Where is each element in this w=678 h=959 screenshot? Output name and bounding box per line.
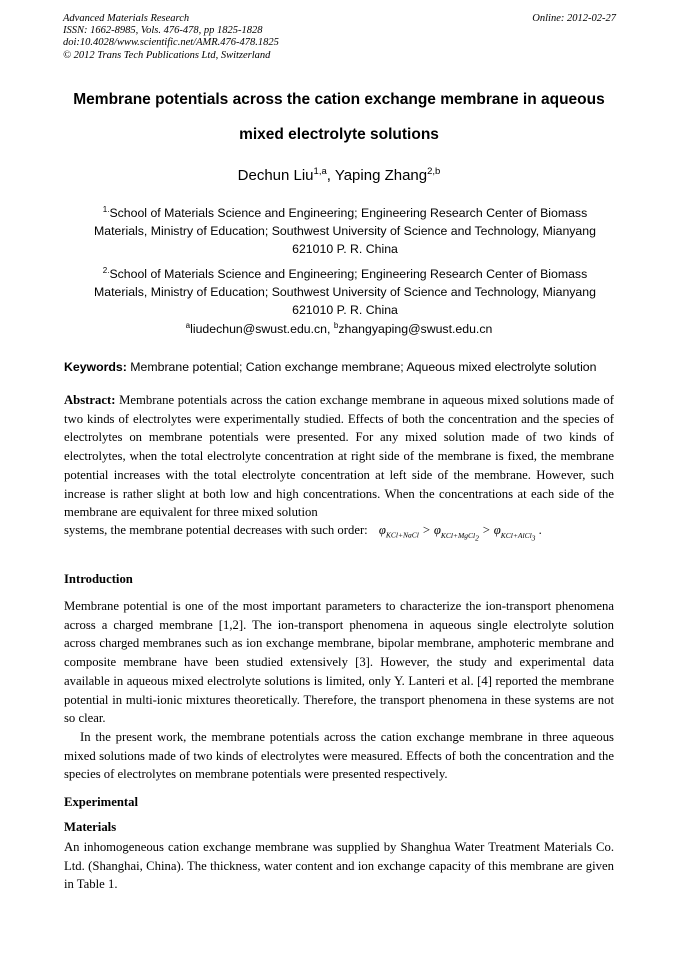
greater-than: > xyxy=(418,523,434,537)
email-sup: a xyxy=(185,321,191,330)
section-heading-experimental: Experimental xyxy=(64,795,139,809)
formula-intro: systems, the membrane potential decreases with such order: xyxy=(64,523,368,537)
author-list xyxy=(0,166,678,184)
materials-paragraph: An inhomogeneous cation exchange membrane was supplied by Shanghua Water Treatment Materials Co. Ltd. (Shanghai, China). The thickness, water content and ion exchange capacity of this membrane are given in Table 1. xyxy=(64,840,614,892)
introduction-paragraph-1: Membrane potential is one of the most important parameters to characterize the ion-transport phenomena across a charged membrane [1,2]. The ion-transport phenomena in aqueous single electrolyte solution across charged membranes such as ion exchange membrane, bipolar membrane, amphoteric membrane and composite membrane have been studied extensively [3]. However, the study and experimental data available in aqueous mixed electrolyte solutions is limited, only Y. Lanteri et al. [4] reported the membrane potential in multi-ionic mixtures theoretically. Therefore, the transport phenomena in these systems are not so clear. xyxy=(64,599,614,726)
formula-subscript xyxy=(440,530,479,543)
journal-doi: doi:10.4028/www.scientific.net/AMR.476-478.1825 xyxy=(63,37,279,49)
introduction-body xyxy=(64,597,614,784)
formula-end: . xyxy=(535,523,542,537)
formula-subscript-num: 2 xyxy=(475,533,479,543)
journal-header xyxy=(63,13,616,62)
email-sup: b xyxy=(333,321,339,330)
greater-than: > xyxy=(478,523,494,537)
journal-issn: ISSN: 1662-8985, Vols. 476-478, pp 1825-1828 xyxy=(63,25,263,37)
affiliation-sup: 1. xyxy=(102,205,110,214)
email-separator: , xyxy=(327,322,334,336)
affiliation-text: School of Materials Science and Engineering; Engineering Research Center of Biomass Materials, Ministry of Education; Southwest University of Science and Technology, Mianyang 621010 P. R. China xyxy=(94,206,596,256)
email-link[interactable]: zhangyaping@swust.edu.cn xyxy=(338,322,493,336)
phi-symbol: φ xyxy=(493,523,501,537)
abstract-formula-line xyxy=(64,523,614,542)
abstract-text: Membrane potentials across the cation exchange membrane in aqueous mixed solutions made of two kinds of electrolytes were experimentally studied. Effects of both the concentration and the species of electrolytes on membrane potentials were presented. For any mixed solution made of two kinds of electrolytes, when the total electrolyte concentration at right side of the membrane is fixed, the membrane potential increases with the total electrolyte concentration at left side of the membrane. However, such increase is rather slight at both low and high concentrations. When the concentrations at each side of the membrane are equivalent for three mixed solution xyxy=(64,393,614,520)
phi-symbol: φ xyxy=(378,523,386,537)
abstract-label: Abstract: xyxy=(64,393,116,407)
abstract xyxy=(64,391,614,522)
email-link[interactable]: liudechun@swust.edu.cn xyxy=(190,322,328,336)
formula-subscript-text: KCl+AlCl xyxy=(500,530,532,540)
author-affil-sup: 1,a xyxy=(313,166,327,177)
section-heading-introduction: Introduction xyxy=(64,572,133,586)
author-name: Yaping Zhang xyxy=(334,167,428,184)
paper-title-line-2: mixed electrolyte solutions xyxy=(239,126,439,143)
introduction-paragraph-2: In the present work, the membrane potentials across the cation exchange membrane in three aqueous mixed solutions made of two kinds of electrolytes were measured. Effects of both the concentration and the species of electrolytes on membrane potentials were presented respectively. xyxy=(64,729,614,782)
author-emails xyxy=(0,321,678,336)
potential-order-formula xyxy=(378,523,536,543)
online-date: Online: 2012-02-27 xyxy=(532,13,616,24)
keywords xyxy=(64,360,624,374)
author-affil-sup: 2,b xyxy=(427,166,441,177)
phi-symbol: φ xyxy=(433,523,441,537)
affiliation-2 xyxy=(85,262,605,319)
formula-subscript-text: KCl+MgCl xyxy=(440,530,476,540)
affiliation-text: School of Materials Science and Engineering; Engineering Research Center of Biomass Materials, Ministry of Education; Southwest University of Science and Technology, Mianyang 621010 P. R. China xyxy=(94,267,596,317)
keywords-label: Keywords: xyxy=(64,360,127,374)
keywords-text: Membrane potential; Cation exchange membrane; Aqueous mixed electrolyte solution xyxy=(126,360,597,374)
author-separator: , xyxy=(326,167,335,184)
formula-subscript xyxy=(500,530,536,543)
paper-title-line-1: Membrane potentials across the cation exchange membrane in aqueous xyxy=(73,91,605,108)
affiliation-1 xyxy=(85,201,605,258)
subsection-heading-materials: Materials xyxy=(64,820,117,834)
journal-copyright: © 2012 Trans Tech Publications Ltd, Switzerland xyxy=(63,49,271,61)
affiliation-sup: 2. xyxy=(102,266,110,275)
formula-subscript: KCl+NaCl xyxy=(385,530,419,540)
author-name: Dechun Liu xyxy=(237,167,314,184)
formula-subscript-num: 3 xyxy=(531,533,536,543)
journal-name: Advanced Materials Research xyxy=(63,13,190,24)
